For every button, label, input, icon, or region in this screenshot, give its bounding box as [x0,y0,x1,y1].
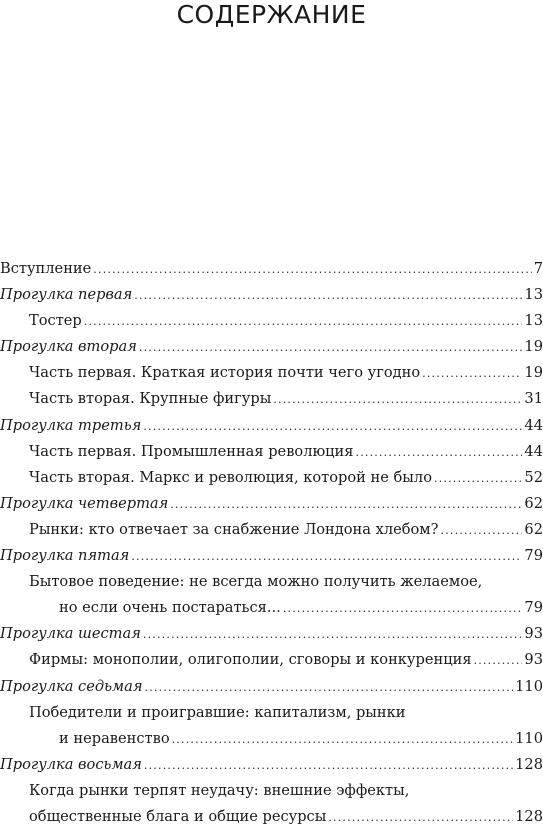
dot-leader [422,361,522,387]
toc-entry[interactable] [0,517,543,543]
dot-leader [84,309,523,335]
toc-page-number: 44 [524,442,543,460]
toc-entry-label: Прогулка восьмая [0,755,142,773]
dot-leader [134,283,522,309]
toc-page-number: 19 [524,364,543,382]
toc-page-number: 79 [524,547,543,565]
toc-entry-label: Тостер [29,312,82,330]
toc-part-heading[interactable] [0,282,543,308]
toc-entry[interactable] [0,360,543,386]
toc-entry-first-line[interactable] [0,569,543,595]
toc-entry-label: Вступление [0,260,92,277]
dot-leader [283,596,523,622]
page-title: СОДЕРЖАНИЕ [176,0,367,29]
toc-page-number: 62 [524,520,543,538]
toc-entry-label: Часть вторая. Маркс и революция, которой не было [29,468,432,486]
toc-page-number: 19 [524,338,543,356]
toc-page-number: 79 [524,599,543,617]
dot-leader [143,414,522,440]
toc-entry-label: Прогулка шестая [0,625,141,643]
dot-leader [170,492,522,518]
toc-entry[interactable] [0,256,543,282]
toc-entry[interactable] [0,308,543,334]
toc-page-number: 128 [515,755,543,773]
toc-part-heading[interactable] [0,752,543,778]
dot-leader [441,518,523,544]
toc-entry-label: Победители и проигравшие: капитализм, рынки [29,703,406,721]
toc-entry-label: Прогулка четвертая [0,494,169,512]
toc-entry-label: Бытовое поведение: не всегда можно получить желаемое, [29,573,483,591]
toc-part-heading[interactable] [0,413,543,439]
dot-leader [144,753,513,779]
toc-entry-first-line[interactable] [0,700,543,726]
toc-entry-continuation[interactable] [0,726,543,752]
toc-entry-label: Часть вторая. Крупные фигуры [29,390,272,408]
dot-leader [93,257,531,283]
dot-leader [172,727,514,753]
dot-leader [434,466,522,492]
toc-entry[interactable] [0,386,543,412]
dot-leader [474,648,523,674]
toc-page-number: 31 [524,390,543,408]
toc-page-number: 110 [515,729,543,747]
toc-entry-label-continued: но если очень постараться... [59,599,281,617]
toc-entry-label-continued: и неравенство [59,729,170,747]
toc-page-number: 128 [515,807,543,825]
toc-page-number: 13 [524,286,543,304]
toc-page-number: 13 [524,312,543,330]
dot-leader [145,675,514,701]
toc-part-heading[interactable] [0,543,543,569]
table-of-contents [0,256,543,830]
toc-page-number: 44 [524,416,543,434]
dot-leader [273,387,522,413]
toc-entry-label: Рынки: кто отвечает за снабжение Лондона хлебом? [29,520,439,538]
toc-page-number: 93 [524,625,543,643]
toc-entry-label-continued: общественные блага и общие ресурсы [29,807,327,825]
toc-part-heading[interactable] [0,491,543,517]
toc-page-number: 52 [524,468,543,486]
toc-page-number: 93 [524,651,543,669]
toc-entry[interactable] [0,439,543,465]
toc-entry[interactable] [0,465,543,491]
toc-part-heading[interactable] [0,334,543,360]
toc-entry-continuation[interactable] [0,595,543,621]
dot-leader [143,622,523,648]
toc-part-heading[interactable] [0,674,543,700]
toc-page-number: 62 [524,494,543,512]
dot-leader [356,440,523,466]
toc-entry-label: Прогулка первая [0,286,133,304]
toc-part-heading[interactable] [0,621,543,647]
toc-entry-label: Часть первая. Краткая история почти чего угодно [29,364,421,382]
dot-leader [131,544,522,570]
toc-entry-first-line[interactable] [0,778,543,804]
toc-entry-label: Когда рынки терпят неудачу: внешние эффекты, [29,781,410,799]
toc-entry-label: Прогулка седьмая [0,677,143,695]
toc-entry-label: Прогулка вторая [0,338,137,356]
toc-entry[interactable] [0,647,543,673]
dot-leader [139,335,523,361]
toc-entry-label: Прогулка третья [0,416,142,434]
toc-page-number: 110 [515,677,543,695]
toc-page-number: 7 [533,260,543,277]
toc-entry-continuation[interactable] [0,804,543,830]
toc-entry-label: Фирмы: монополии, олигополии, сговоры и конкуренция [29,651,472,669]
toc-entry-label: Прогулка пятая [0,547,130,565]
toc-entry-label: Часть первая. Промышленная революция [29,442,354,460]
